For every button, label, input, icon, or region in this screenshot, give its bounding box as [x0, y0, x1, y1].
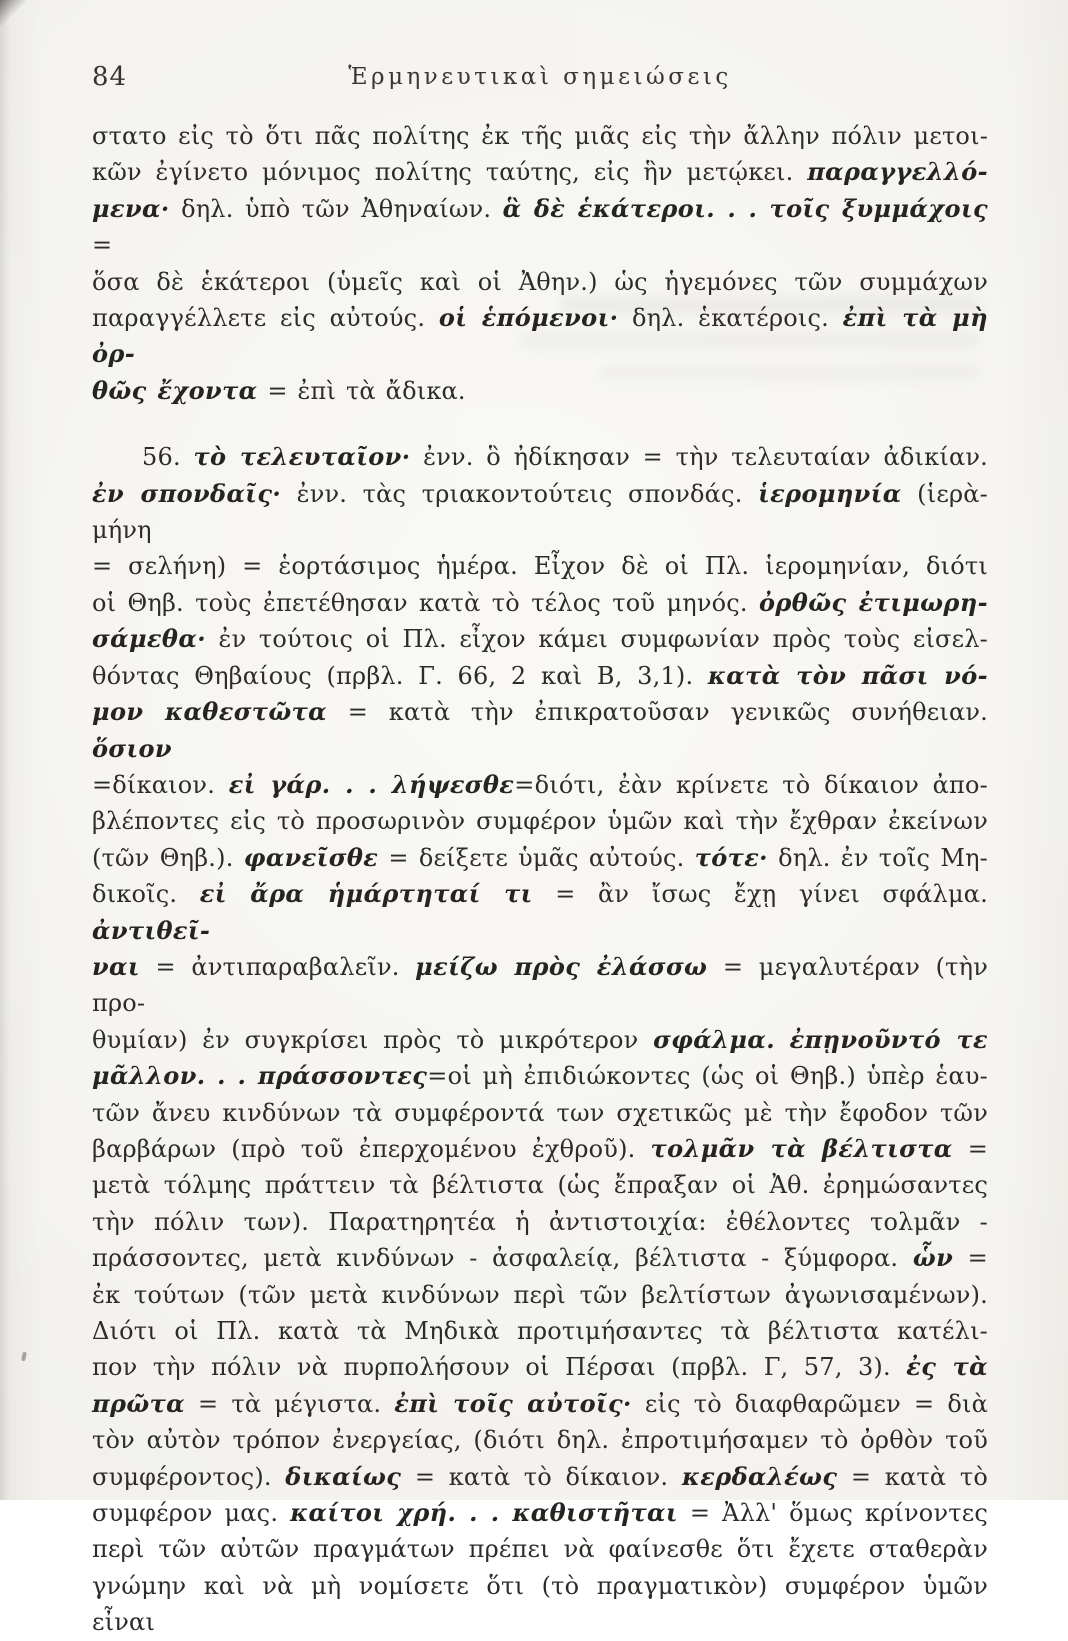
text-line: [92, 1495, 988, 1531]
text-line: [92, 439, 988, 475]
body-text: πον τὴν πόλιν νὰ πυρπολήσουν οἱ Πέρσαι (πρβλ. Γ, 57, 3).: [92, 1353, 907, 1382]
body-text: δηλ. ἑκατέροις.: [618, 304, 843, 333]
lemma-bold-text: ἐπὶ τὰ μὴ ὀρ-: [92, 303, 988, 369]
text-line: [92, 876, 988, 949]
body-text: στατο εἰς τὸ ὅτι πᾶς πολίτης ἐκ τῆς μιᾶς εἰς τὴν ἄλλην πόλιν μετοι-: [92, 122, 988, 150]
text-column: [92, 118, 988, 1641]
text-line: [92, 767, 988, 803]
body-text: τῶν ἄνευ κινδύνων τὰ συμφέροντά των σχετικῶς μὲ τὴν ἔφοδον τῶν: [92, 1098, 988, 1127]
text-line: [92, 1240, 988, 1276]
text-line: [92, 1349, 988, 1385]
body-text: πράσσοντες, μετὰ κινδύνων - ἀσφαλείᾳ, βέλτιστα - ξύμφορα.: [92, 1244, 913, 1273]
lemma-bold-text: εἰ γάρ. . . λήψεσθε: [228, 769, 515, 799]
body-text: βαρβάρων (πρὸ τοῦ ἐπερχομένου ἐχθροῦ).: [92, 1134, 651, 1163]
lemma-bold-text: παραγγελλό-: [807, 157, 988, 187]
body-text: θυμίαν) ἐν συγκρίσει πρὸς τὸ μικρότερον: [92, 1025, 654, 1054]
text-line: [92, 803, 988, 839]
text-line: [92, 1131, 988, 1167]
lemma-bold-text: ὀρθῶς ἐτιμωρη-: [759, 587, 988, 617]
text-line: [92, 1204, 988, 1240]
lemma-bold-text: οἱ ἑπόμενοι·: [438, 303, 619, 333]
lemma-bold-text: ἱερομηνία: [758, 478, 902, 508]
lemma-bold-text: μείζω πρὸς ἐλάσσω: [415, 951, 708, 981]
text-line: [92, 1277, 988, 1313]
lemma-bold-text: κερδαλέως: [681, 1461, 838, 1491]
text-line: [92, 1022, 988, 1058]
lemma-bold-text: ἐπὶ τοῖς αὐτοῖς·: [394, 1388, 632, 1418]
body-text: =οἱ μὴ ἐπιδιώκοντες (ὡς οἱ Θηβ.) ὑπὲρ ἑαυ-: [427, 1062, 988, 1091]
lemma-bold-text: θῶς ἔχοντα: [92, 375, 258, 405]
lemma-bold-text: πρῶτα: [92, 1388, 185, 1418]
lemma-bold-text: τότε·: [694, 842, 768, 872]
text-line: [92, 1422, 988, 1458]
lemma-bold-text: σάμεθα·: [92, 624, 206, 654]
paragraph: [92, 118, 988, 409]
text-line: [92, 1459, 988, 1495]
text-line: [92, 300, 988, 373]
body-text: = ἂν ἴσως ἔχῃ γίνει σφάλμα.: [532, 880, 988, 909]
body-text: δηλ. ἐν τοῖς Μη-: [767, 843, 988, 872]
body-text: = κατὰ τὸ δίκαιον.: [401, 1462, 682, 1491]
scan-speck: [21, 1352, 27, 1362]
scan-corner-shadow: [0, 0, 26, 26]
lemma-bold-text: ναι: [92, 951, 140, 981]
body-text: 56.: [142, 443, 194, 472]
lemma-bold-text: φανεῖσθε: [243, 842, 379, 872]
body-text: παραγγέλλετε εἰς αὐτούς.: [92, 304, 439, 333]
body-text: βλέποντες εἰς τὸ προσωρινὸν συμφέρον ὑμῶν καὶ τὴν ἔχθραν ἐκείνων: [92, 807, 988, 836]
paragraph: [92, 439, 988, 1640]
body-text: ὅσα δὲ ἑκάτεροι (ὑμεῖς καὶ οἱ Ἀθην.) ὡς ἡγεμόνες τῶν συμμάχων: [92, 267, 988, 296]
text-line: [92, 585, 988, 621]
body-text: (ἱερὰ-μήνη: [92, 479, 988, 545]
text-line: [92, 658, 988, 694]
body-text: ἐν τούτοις οἱ Πλ. εἶχον κάμει συμφωνίαν πρὸς τοὺς εἰσελ-: [205, 625, 988, 654]
text-line: [92, 694, 988, 767]
lemma-bold-text: τὸ τελευταῖον·: [193, 442, 411, 472]
body-text: = δείξετε ὑμᾶς αὐτούς.: [378, 843, 695, 872]
body-text: μετὰ τόλμης πράττειν τὰ βέλτιστα (ὡς ἔπραξαν οἱ Ἀθ. ἐρημώσαντες: [92, 1171, 988, 1200]
page-header: [92, 62, 988, 98]
text-line: [92, 1568, 988, 1641]
lemma-bold-text: ἐπῃνοῦντό τε: [789, 1024, 988, 1054]
body-text: γνώμην καὶ νὰ μὴ νομίσετε ὅτι (τὸ πραγματικὸν) συμφέρον ὑμῶν εἶναι: [92, 1571, 988, 1637]
running-title: Ἑρμηνευτικαὶ σημειώσεις: [348, 64, 732, 90]
text-line: [92, 373, 988, 409]
lemma-bold-text: ὅσιον: [92, 733, 172, 763]
lemma-bold-text: δικαίως: [285, 1461, 402, 1491]
body-text: θόντας Θηβαίους (πρβλ. Γ. 66, 2 καὶ Β, 3,1).: [92, 661, 708, 690]
body-text: [775, 1026, 790, 1054]
text-line: [92, 840, 988, 876]
body-text: συμφέροντος).: [92, 1462, 286, 1491]
body-text: = ἐπὶ τὰ ἄδικα.: [257, 376, 466, 405]
lemma-bold-text: σφάλμα.: [653, 1024, 775, 1054]
body-text: = κατὰ τὸ: [837, 1462, 988, 1491]
body-text: =: [953, 1244, 988, 1273]
body-text: τὸν αὐτὸν τρόπον ἐνεργείας, (διότι δηλ. ἐπροτιμήσαμεν τὸ ὀρθὸν τοῦ: [92, 1426, 988, 1455]
body-text: δικοῖς.: [92, 880, 200, 909]
lemma-bold-text: καίτοι χρή. . . καθιστῆται: [290, 1498, 678, 1528]
body-text: (τῶν Θηβ.).: [92, 843, 244, 872]
body-text: δηλ. ὑπὸ τῶν Ἀθηναίων.: [169, 194, 503, 223]
body-text: περὶ τῶν αὐτῶν πραγμάτων πρέπει νὰ φαίνεσθε ὅτι ἔχετε σταθερὰν: [92, 1535, 988, 1564]
body-text: = ἀντιπαραβαλεῖν.: [139, 952, 416, 981]
body-text: Διότι οἱ Πλ. κατὰ τὰ Μηδικὰ προτιμήσαντες τὰ βέλτιστα κατέλι-: [92, 1317, 988, 1345]
text-line: [92, 1095, 988, 1131]
body-text: = σελήνη) = ἑορτάσιμος ἡμέρα. Εἶχον δὲ οἱ Πλ. ἱερομηνίαν, διότι: [92, 552, 988, 581]
text-line: [92, 1531, 988, 1567]
lemma-bold-text: τολμᾶν τὰ βέλτιστα: [650, 1133, 953, 1163]
page-number: 84: [92, 62, 128, 92]
body-text: = Ἀλλ' ὅμως κρίνοντες: [677, 1499, 988, 1528]
body-text: ἐνν. ὃ ἠδίκησαν = τὴν τελευταίαν ἀδικίαν.: [410, 443, 988, 472]
body-text: ἐκ τούτων (τῶν μετὰ κινδύνων περὶ τῶν βελτίστων ἀγωνισαμένων).: [92, 1280, 988, 1309]
text-line: [92, 154, 988, 190]
text-line: [92, 548, 988, 584]
body-text: =δίκαιον.: [92, 770, 229, 799]
lemma-bold-text: ὧν: [912, 1243, 954, 1273]
lemma-bold-text: εἰ ἄρα ἡμάρτηταί τι: [199, 879, 533, 909]
text-line: [92, 1167, 988, 1203]
lemma-bold-text: ἀντιθεῖ-: [92, 915, 211, 945]
text-line: [92, 1058, 988, 1094]
text-line: [92, 621, 988, 657]
lemma-bold-text: ἐς τὰ: [906, 1352, 988, 1382]
lemma-bold-text: ἃ δὲ ἑκάτεροι. . . τοῖς ξυμμάχοις: [502, 193, 988, 223]
body-text: = κατὰ τὴν ἐπικρατοῦσαν γενικῶς συνήθειαν.: [327, 698, 988, 727]
body-text: = τὰ μέγιστα.: [185, 1389, 395, 1418]
text-line: [92, 264, 988, 300]
body-text: = μεγαλυτέραν (τὴν προ-: [92, 952, 989, 1018]
text-line: [92, 1313, 988, 1349]
scan-edge-shade: [0, 0, 10, 1500]
body-text: συμφέρον μας.: [92, 1499, 291, 1528]
body-text: εἰς τὸ διαφθαρῶμεν = διὰ: [631, 1389, 988, 1418]
lemma-bold-text: μᾶλλον. . . πράσσοντες: [92, 1061, 428, 1091]
body-text: =: [952, 1134, 989, 1163]
body-text: =διότι, ἐὰν κρίνετε τὸ δίκαιον ἀπο-: [514, 770, 988, 799]
text-line: [92, 1386, 988, 1422]
text-line: [92, 949, 988, 1022]
body-text: κῶν ἐγίνετο μόνιμος πολίτης ταύτης, εἰς ἣν μετῴκει.: [92, 158, 808, 187]
text-line: [92, 118, 988, 154]
body-text: ἐνν. τὰς τριακοντούτεις σπονδάς.: [281, 479, 759, 508]
text-line: [92, 476, 988, 549]
lemma-bold-text: ἐν σπονδαῖς·: [92, 478, 282, 508]
text-line: [92, 191, 988, 264]
lemma-bold-text: κατὰ τὸν πᾶσι νό-: [707, 660, 988, 690]
body-text: τὴν πόλιν των). Παρατηρητέα ἡ ἀντιστοιχία: ἐθέλοντες τολμᾶν -: [92, 1207, 988, 1236]
body-text: =: [92, 231, 113, 260]
lemma-bold-text: μενα·: [92, 193, 170, 223]
body-text: οἱ Θηβ. τοὺς ἐπετέθησαν κατὰ τὸ τέλος τοῦ μηνός.: [92, 588, 760, 617]
lemma-bold-text: μον καθεστῶτα: [92, 697, 328, 727]
